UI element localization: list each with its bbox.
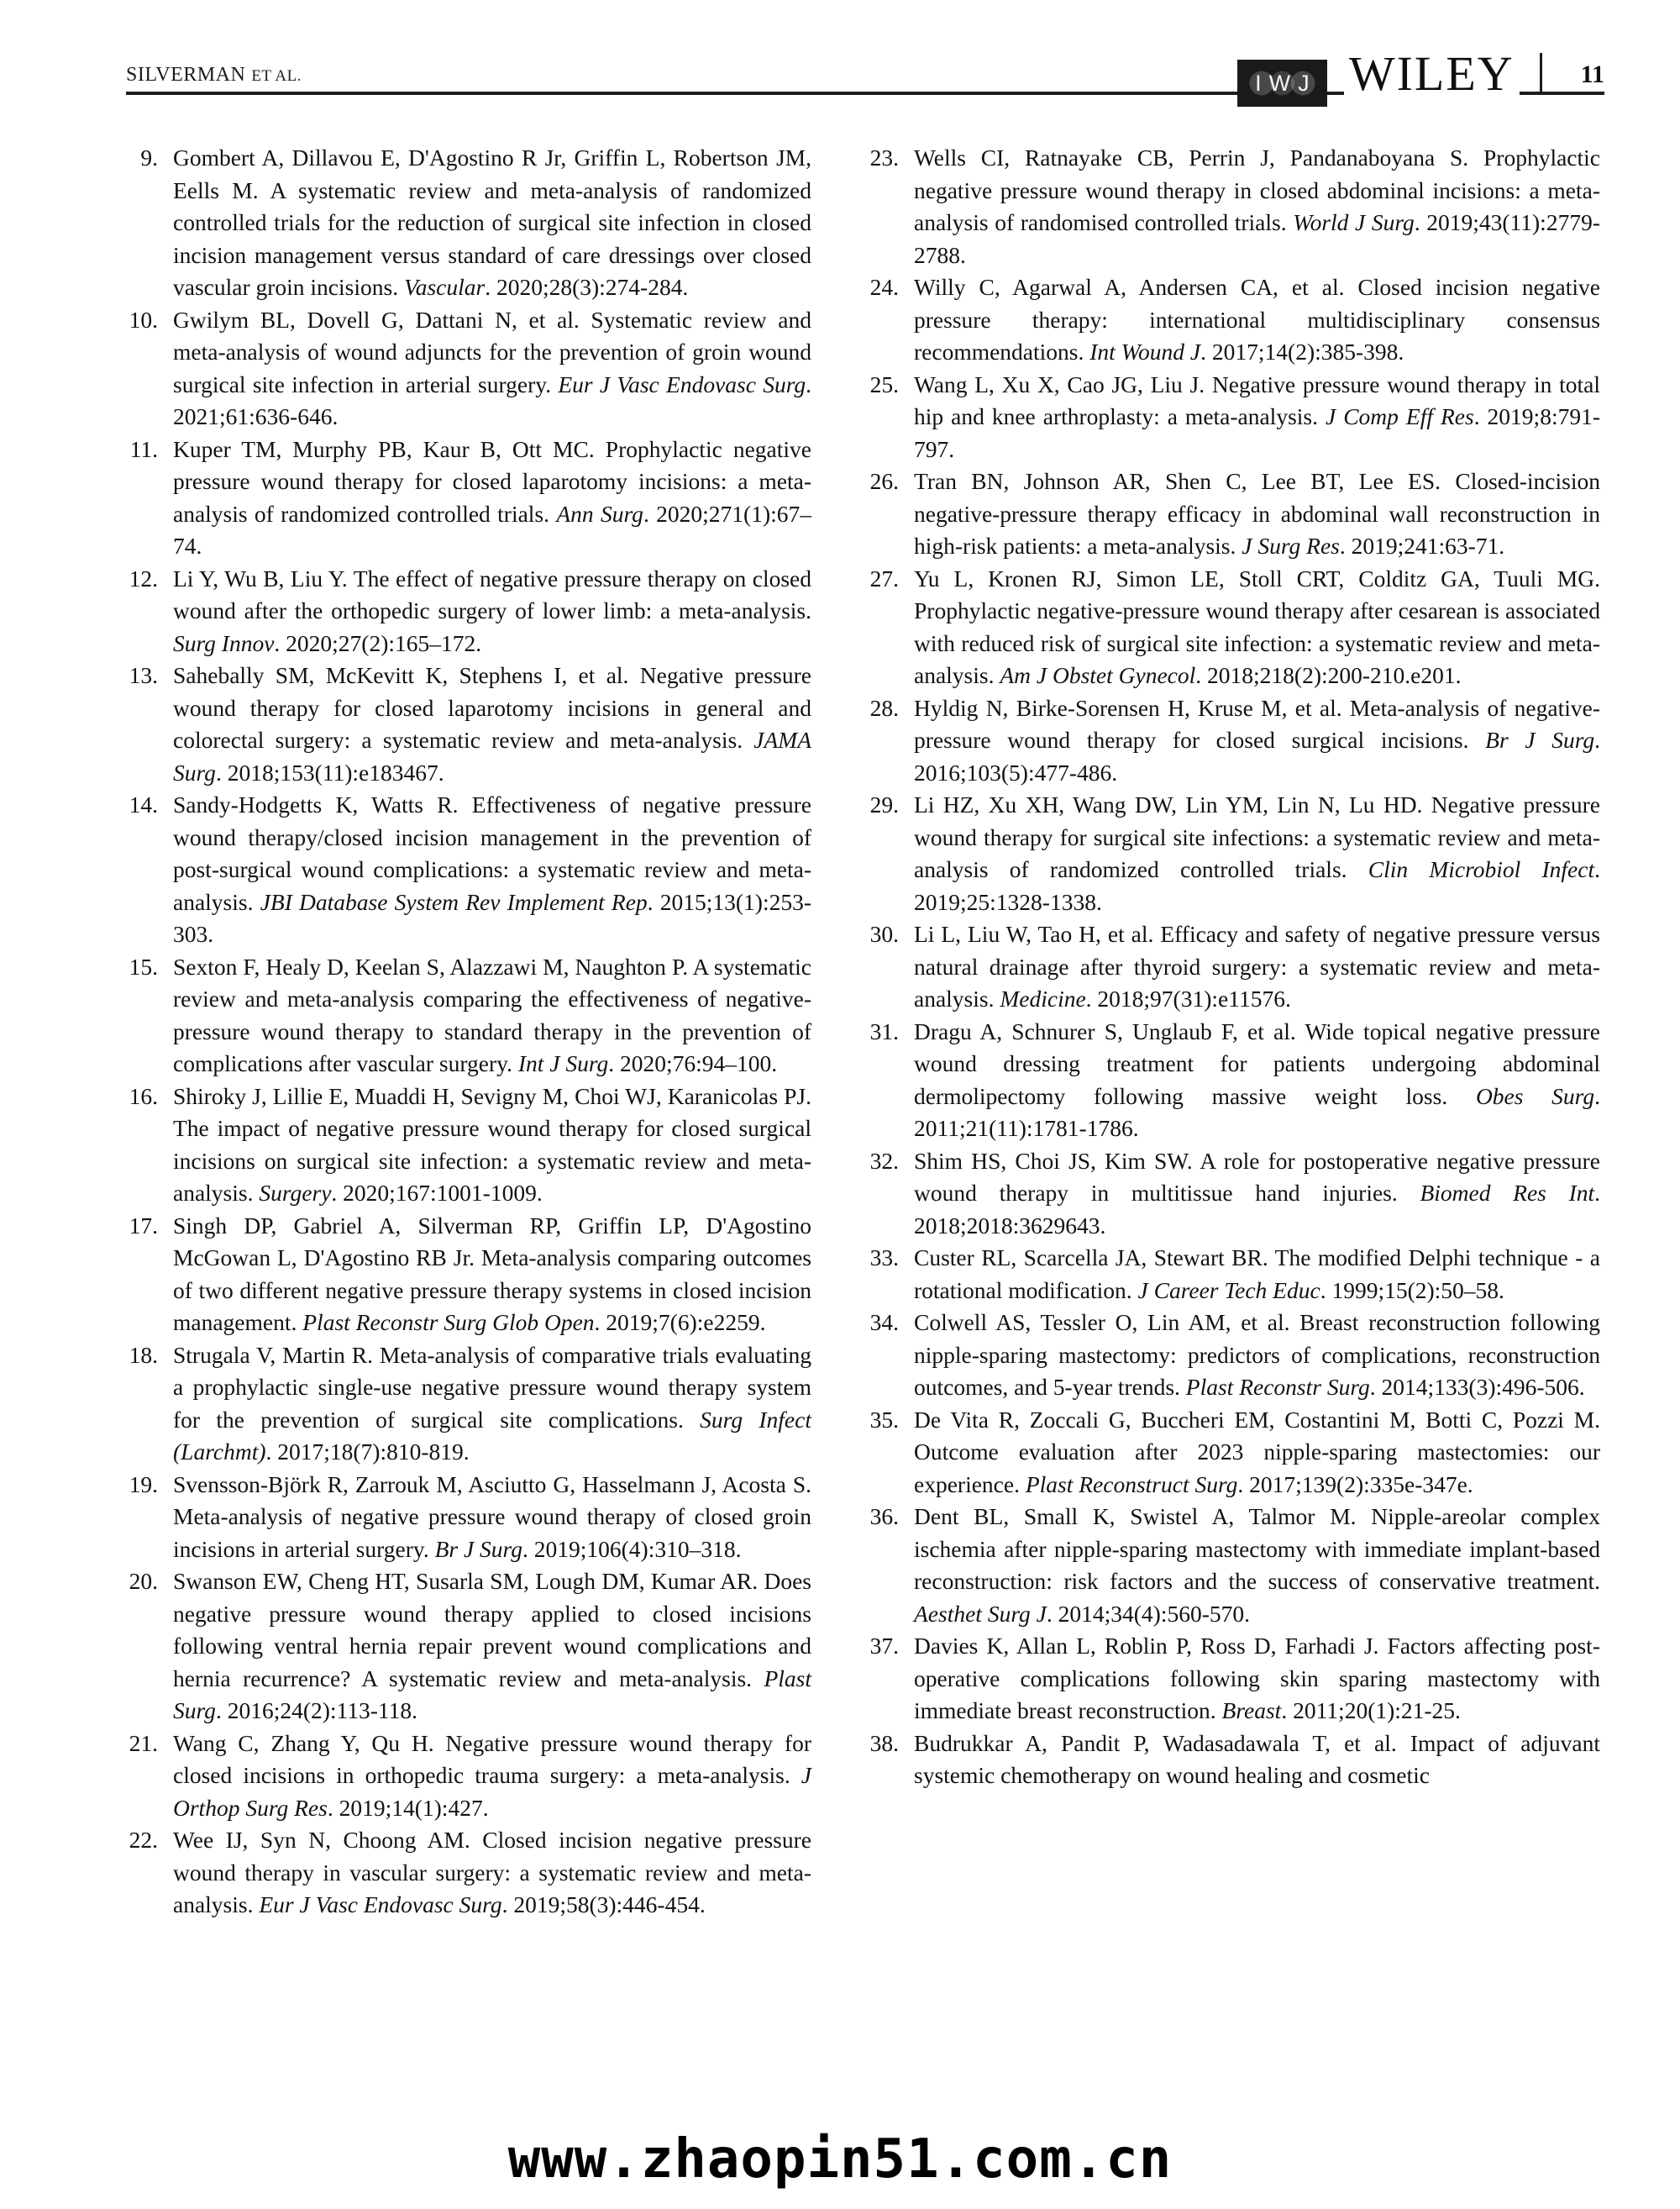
- reference-text: [173, 142, 811, 304]
- reference-number: 16.: [129, 1082, 158, 1109]
- reference-text: [914, 1016, 1600, 1145]
- reference-segment: Willy C, Agarwal A, Andersen CA, et al. Closed incision negative pressure therapy: international multidisciplinary consensus recommendations.: [914, 274, 1600, 365]
- reference-segment: . 2016;103(5):477-486.: [914, 727, 1601, 786]
- reference-number: 13.: [129, 662, 158, 688]
- reference-number: 31.: [869, 1018, 899, 1044]
- reference-item: [867, 1404, 1600, 1502]
- reference-item: [867, 142, 1600, 271]
- references-section: [126, 142, 1600, 1922]
- reference-text: [173, 1469, 811, 1566]
- reference-segment: . 2019;58(3):446-454.: [501, 1891, 706, 1917]
- reference-segment: Colwell AS, Tessler O, Lin AM, et al. Breast reconstruction following nipple-sparing mastectomy: predictors of complications, reconstruction outcomes, and 5-year trends.: [914, 1309, 1600, 1400]
- reference-text: [173, 304, 811, 434]
- reference-segment: . 2018;218(2):200-210.e201.: [1195, 662, 1462, 688]
- reference-text: [914, 563, 1600, 692]
- reference-segment: Wang L, Xu X, Cao JG, Liu J. Negative pressure wound therapy in total hip and knee arthroplasty: a meta-analysis.: [914, 371, 1600, 429]
- reference-number: 21.: [129, 1729, 158, 1756]
- reference-number: 11.: [129, 435, 158, 462]
- reference-item: [126, 304, 811, 434]
- reference-number: 18.: [129, 1341, 158, 1368]
- journal-name: Plast Surg: [173, 1665, 811, 1723]
- reference-segment: . 2019;7(6):e2259.: [594, 1309, 766, 1335]
- reference-segment: . 2014;133(3):496-506.: [1369, 1374, 1585, 1400]
- reference-text: [173, 951, 811, 1081]
- journal-name: Plast Reconstr Surg Glob Open: [302, 1309, 595, 1335]
- reference-number: 20.: [129, 1568, 158, 1594]
- journal-name: Biomed Res Int: [1420, 1180, 1595, 1206]
- watermark-url: www.zhaopin51.com.cn: [507, 2128, 1173, 2191]
- reference-segment: . 2020;28(3):274-284.: [485, 274, 689, 300]
- reference-text: [173, 563, 811, 660]
- reference-number: 24.: [869, 274, 899, 300]
- reference-item: [867, 1307, 1600, 1404]
- reference-segment: De Vita R, Zoccali G, Buccheri EM, Costantini M, Botti C, Pozzi M. Outcome evaluation after 2023 nipple-sparing mastectomies: our experience.: [914, 1406, 1600, 1497]
- reference-number: 36.: [869, 1503, 899, 1529]
- reference-number: 9.: [140, 145, 158, 171]
- reference-number: 34.: [869, 1309, 899, 1335]
- reference-segment: Wee IJ, Syn N, Choong AM. Closed incision negative pressure wound therapy in vascular surgery: a systematic review and meta-analysis.: [173, 1827, 811, 1917]
- reference-segment: Dent BL, Small K, Swistel A, Talmor M. Nipple-areolar complex ischemia after nipple-sparing mastectomy with immediate implant-based reconstruction: risk factors and the success of conservative treatment.: [914, 1503, 1600, 1594]
- reference-segment: . 2021;61:636-646.: [173, 371, 812, 429]
- reference-number: 25.: [869, 371, 899, 397]
- journal-name: J Career Tech Educ: [1137, 1276, 1320, 1303]
- reference-item: [126, 1728, 811, 1825]
- journal-name: J Surg Res: [1242, 533, 1340, 559]
- reference-item: [867, 369, 1600, 466]
- reference-text: [173, 1565, 811, 1728]
- reference-text: [173, 1210, 811, 1339]
- reference-segment: Hyldig N, Birke-Sorensen H, Kruse M, et al. Meta-analysis of negative-pressure wound therapy for closed surgical incisions.: [914, 694, 1600, 753]
- reference-item: [126, 434, 811, 563]
- reference-segment: Singh DP, Gabriel A, Silverman RP, Griffin LP, D'Agostino McGowan L, D'Agostino RB Jr. Meta-analysis comparing outcomes of two different negative pressure therapy systems in closed incision management.: [173, 1212, 811, 1335]
- reference-segment: . 2017;139(2):335e-347e.: [1237, 1470, 1473, 1497]
- page-footer: [0, 2128, 1680, 2191]
- reference-item: [126, 789, 811, 951]
- journal-name: J Orthop Surg Res: [173, 1762, 811, 1821]
- reference-segment: Shiroky J, Lillie E, Muaddi H, Sevigny M, Choi WJ, Karanicolas PJ. The impact of negative pressure wound therapy for closed surgical incisions on surgical site infection: a systematic review and meta-analysis.: [173, 1082, 811, 1206]
- reference-item: [867, 563, 1600, 692]
- references-column-right: [867, 142, 1600, 1922]
- reference-segment: Dragu A, Schnurer S, Unglaub F, et al. Wide topical negative pressure wound dressing treatment for patients undergoing abdominal dermolipectomy following massive weight loss.: [914, 1018, 1600, 1109]
- reference-segment: . 2020;271(1):67–74.: [173, 500, 811, 559]
- page-number: 11: [1580, 60, 1604, 88]
- journal-name: Eur J Vasc Endovasc Surg: [558, 371, 806, 397]
- reference-number: 17.: [129, 1212, 158, 1239]
- reference-text: [914, 1404, 1600, 1502]
- page-header: [126, 0, 1604, 101]
- reference-item: [867, 789, 1600, 918]
- reference-item: [126, 1565, 811, 1728]
- reference-number: 22.: [129, 1827, 158, 1853]
- reference-number: 33.: [869, 1244, 899, 1270]
- reference-segment: Sandy-Hodgetts K, Watts R. Effectiveness of negative pressure wound therapy/closed incision management in the prevention of post-surgical wound complications: a systematic review and meta-analysis.: [173, 792, 811, 915]
- reference-text: [914, 1242, 1600, 1307]
- reference-item: [867, 1242, 1600, 1307]
- journal-name: J Comp Eff Res: [1326, 403, 1474, 429]
- header-vertical-bar: [1540, 53, 1542, 92]
- reference-number: 23.: [869, 145, 899, 171]
- reference-text: [173, 1339, 811, 1469]
- journal-name: World J Surg: [1293, 209, 1415, 235]
- reference-segment: . 2016;24(2):113-118.: [215, 1697, 418, 1723]
- reference-number: 28.: [869, 694, 899, 721]
- reference-item: [126, 1469, 811, 1566]
- reference-segment: . 2020;76:94–100.: [608, 1050, 778, 1076]
- reference-segment: Sexton F, Healy D, Keelan S, Alazzawi M, Naughton P. A systematic review and meta-analysis comparing the effectiveness of negative-pressure wound therapy to standard therapy in the prevention of complications after vascular surgery.: [173, 953, 811, 1076]
- reference-item: [867, 1145, 1600, 1243]
- reference-segment: Budrukkar A, Pandit P, Wadasadawala T, et al. Impact of adjuvant systemic chemotherapy on wound healing and cosmetic: [914, 1729, 1600, 1788]
- reference-number: 14.: [129, 792, 158, 818]
- reference-text: [173, 789, 811, 951]
- reference-text: [914, 918, 1600, 1016]
- reference-segment: Li L, Liu W, Tao H, et al. Efficacy and safety of negative pressure versus natural drainage after thyroid surgery: a systematic review and meta-analysis.: [914, 921, 1600, 1012]
- reference-segment: . 2017;18(7):810-819.: [265, 1438, 470, 1465]
- iwj-journal-logo: [1237, 60, 1327, 107]
- reference-number: 38.: [869, 1729, 899, 1756]
- reference-item: [126, 1210, 811, 1339]
- journal-name: JAMA Surg: [173, 727, 811, 786]
- journal-name: Br J Surg: [1485, 727, 1595, 753]
- reference-number: 30.: [869, 921, 899, 947]
- reference-item: [867, 465, 1600, 563]
- reference-number: 29.: [869, 792, 899, 818]
- reference-number: 27.: [869, 565, 899, 592]
- reference-item: [867, 918, 1600, 1016]
- reference-segment: . 2019;241:63-71.: [1339, 533, 1505, 559]
- references-column-left: [126, 142, 811, 1922]
- journal-name: Br J Surg: [434, 1535, 522, 1562]
- reference-segment: . 2019;8:791-797.: [914, 403, 1600, 462]
- journal-name: Plast Reconstr Surg: [1185, 1374, 1370, 1400]
- reference-text: [173, 1081, 811, 1210]
- journal-name: Plast Reconstruct Surg: [1025, 1470, 1238, 1497]
- journal-name: Surg Infect (Larchmt): [173, 1406, 811, 1465]
- reference-segment: Swanson EW, Cheng HT, Susarla SM, Lough DM, Kumar AR. Does negative pressure wound therapy applied to closed incisions following ventral hernia repair prevent wound complications and hernia recurrence? A systematic review and meta-analysis.: [173, 1568, 811, 1691]
- reference-item: [126, 951, 811, 1081]
- reference-segment: . 2014;34(4):560-570.: [1046, 1600, 1250, 1627]
- running-head-author: SILVERMAN: [126, 64, 246, 86]
- journal-name: Obes Surg: [1475, 1082, 1595, 1109]
- reference-segment: . 2020;167:1001-1009.: [331, 1180, 543, 1206]
- journal-name: Am J Obstet Gynecol: [1000, 662, 1196, 688]
- reference-text: [914, 369, 1600, 466]
- reference-segment: . 1999;15(2):50–58.: [1320, 1276, 1504, 1303]
- reference-segment: Davies K, Allan L, Roblin P, Ross D, Farhadi J. Factors affecting post-operative complications following skin sparing mastectomy with immediate breast reconstruction.: [914, 1633, 1600, 1723]
- journal-name: Vascular: [403, 274, 486, 300]
- reference-text: [914, 1145, 1600, 1243]
- journal-name: Int Wound J: [1089, 339, 1201, 365]
- reference-text: [914, 1728, 1600, 1792]
- reference-text: [914, 465, 1600, 563]
- reference-number: 26.: [869, 468, 899, 494]
- journal-name: Surgery: [259, 1180, 332, 1206]
- reference-segment: . 2020;27(2):165–172.: [274, 629, 482, 656]
- reference-text: [173, 660, 811, 789]
- reference-text: [914, 271, 1600, 369]
- reference-item: [867, 271, 1600, 369]
- reference-segment: . 2019;25:1328-1338.: [914, 856, 1600, 915]
- journal-name: Int J Surg: [517, 1050, 609, 1076]
- reference-segment: . 2011;21(11):1781-1786.: [914, 1082, 1600, 1141]
- reference-segment: Shim HS, Choi JS, Kim SW. A role for postoperative negative pressure wound therapy in multitissue hand injuries.: [914, 1147, 1600, 1206]
- reference-segment: Wells CI, Ratnayake CB, Perrin J, Pandanaboyana S. Prophylactic negative pressure wound therapy in closed abdominal incisions: a meta-analysis of randomised controlled trials.: [914, 145, 1600, 235]
- reference-item: [867, 1630, 1600, 1728]
- journal-name: Breast: [1221, 1697, 1282, 1723]
- reference-segment: Gombert A, Dillavou E, D'Agostino R Jr, Griffin L, Robertson JM, Eells M. A systematic review and meta-analysis of randomized controlled trials for the reduction of surgical site infection in closed incision management versus standard of care dressings over closed vascular groin incisions.: [173, 145, 811, 300]
- reference-number: 12.: [129, 565, 158, 592]
- running-head-etal: ET AL.: [251, 67, 302, 85]
- reference-segment: . 2017;14(2):385-398.: [1200, 339, 1404, 365]
- reference-text: [914, 1630, 1600, 1728]
- reference-number: 15.: [129, 953, 158, 980]
- reference-segment: Li Y, Wu B, Liu Y. The effect of negative pressure therapy on closed wound after the orthopedic surgery of lower limb: a meta-analysis.: [173, 565, 811, 623]
- reference-segment: Custer RL, Scarcella JA, Stewart BR. The modified Delphi technique - a rotational modification.: [914, 1244, 1600, 1303]
- reference-number: 37.: [869, 1633, 899, 1659]
- reference-text: [173, 1728, 811, 1825]
- reference-text: [914, 1501, 1600, 1630]
- reference-text: [173, 1824, 811, 1922]
- iwj-logo-text: IWJ: [1255, 70, 1317, 96]
- reference-segment: Svensson-Björk R, Zarrouk M, Asciutto G, Hasselmann J, Acosta S. Meta-analysis of negative pressure wound therapy of closed groin incisions in arterial surgery.: [173, 1470, 811, 1562]
- reference-item: [867, 1016, 1600, 1145]
- reference-text: [914, 1307, 1600, 1404]
- reference-item: [126, 660, 811, 789]
- reference-segment: . 2019;43(11):2779-2788.: [914, 209, 1600, 268]
- reference-item: [867, 1501, 1600, 1630]
- reference-number: 32.: [869, 1147, 899, 1174]
- journal-name: Clin Microbiol Infect: [1368, 856, 1595, 882]
- reference-item: [126, 563, 811, 660]
- journal-name: Eur J Vasc Endovasc Surg: [259, 1891, 502, 1917]
- reference-number: 19.: [129, 1470, 158, 1497]
- reference-text: [173, 434, 811, 563]
- reference-item: [126, 142, 811, 304]
- reference-item: [867, 1728, 1600, 1792]
- reference-segment: Kuper TM, Murphy PB, Kaur B, Ott MC. Prophylactic negative pressure wound therapy for closed laparotomy incisions: a meta-analysis of randomized controlled trials.: [173, 435, 811, 527]
- journal-name: Surg Innov: [173, 629, 275, 656]
- reference-segment: . 2018;97(31):e11576.: [1085, 986, 1291, 1012]
- reference-segment: Wang C, Zhang Y, Qu H. Negative pressure wound therapy for closed incisions in orthopedic trauma surgery: a meta-analysis.: [173, 1729, 811, 1788]
- journal-name: Aesthet Surg J: [914, 1600, 1047, 1627]
- reference-item: [867, 692, 1600, 790]
- reference-number: 35.: [869, 1406, 899, 1433]
- reference-text: [914, 692, 1600, 790]
- reference-text: [914, 789, 1600, 918]
- journal-name: Ann Surg: [556, 500, 643, 527]
- reference-item: [126, 1824, 811, 1922]
- reference-segment: . 2011;20(1):21-25.: [1281, 1697, 1461, 1723]
- reference-segment: Li HZ, Xu XH, Wang DW, Lin YM, Lin N, Lu HD. Negative pressure wound therapy for surgical site infections: a systematic review and meta-analysis of randomized controlled trials.: [914, 792, 1600, 882]
- reference-segment: . 2015;13(1):253-303.: [173, 888, 812, 947]
- journal-name: JBI Database System Rev Implement Rep: [260, 888, 648, 915]
- reference-item: [126, 1081, 811, 1210]
- reference-segment: Yu L, Kronen RJ, Simon LE, Stoll CRT, Colditz GA, Tuuli MG. Prophylactic negative-pressure wound therapy after cesarean is associated with reduced risk of surgical site infection: a systematic review and meta-analysis.: [914, 565, 1600, 688]
- reference-segment: Tran BN, Johnson AR, Shen C, Lee BT, Lee ES. Closed-incision negative-pressure therapy efficacy in abdominal wall reconstruction in high-risk patients: a meta-analysis.: [914, 468, 1600, 559]
- reference-segment: . 2019;14(1):427.: [327, 1794, 489, 1821]
- reference-segment: Gwilym BL, Dovell G, Dattani N, et al. Systematic review and meta-analysis of wound adjuncts for the prevention of groin wound surgical site infection in arterial surgery.: [173, 306, 811, 397]
- wiley-wordmark: WILEY: [1344, 52, 1520, 104]
- reference-segment: Strugala V, Martin R. Meta-analysis of comparative trials evaluating a prophylactic single-use negative pressure wound therapy system for the prevention of surgical site complications.: [173, 1341, 811, 1433]
- reference-segment: . 2018;2018:3629643.: [914, 1180, 1600, 1239]
- reference-text: [914, 142, 1600, 271]
- running-head: [126, 65, 302, 95]
- journal-name: Medicine: [1000, 986, 1086, 1012]
- reference-segment: . 2019;106(4):310–318.: [522, 1535, 742, 1562]
- reference-item: [126, 1339, 811, 1469]
- reference-segment: Sahebally SM, McKevitt K, Stephens I, et al. Negative pressure wound therapy for closed laparotomy incisions in general and colorectal surgery: a systematic review and meta-analysis.: [173, 662, 811, 753]
- reference-number: 10.: [129, 306, 158, 333]
- reference-segment: . 2018;153(11):e183467.: [215, 759, 444, 786]
